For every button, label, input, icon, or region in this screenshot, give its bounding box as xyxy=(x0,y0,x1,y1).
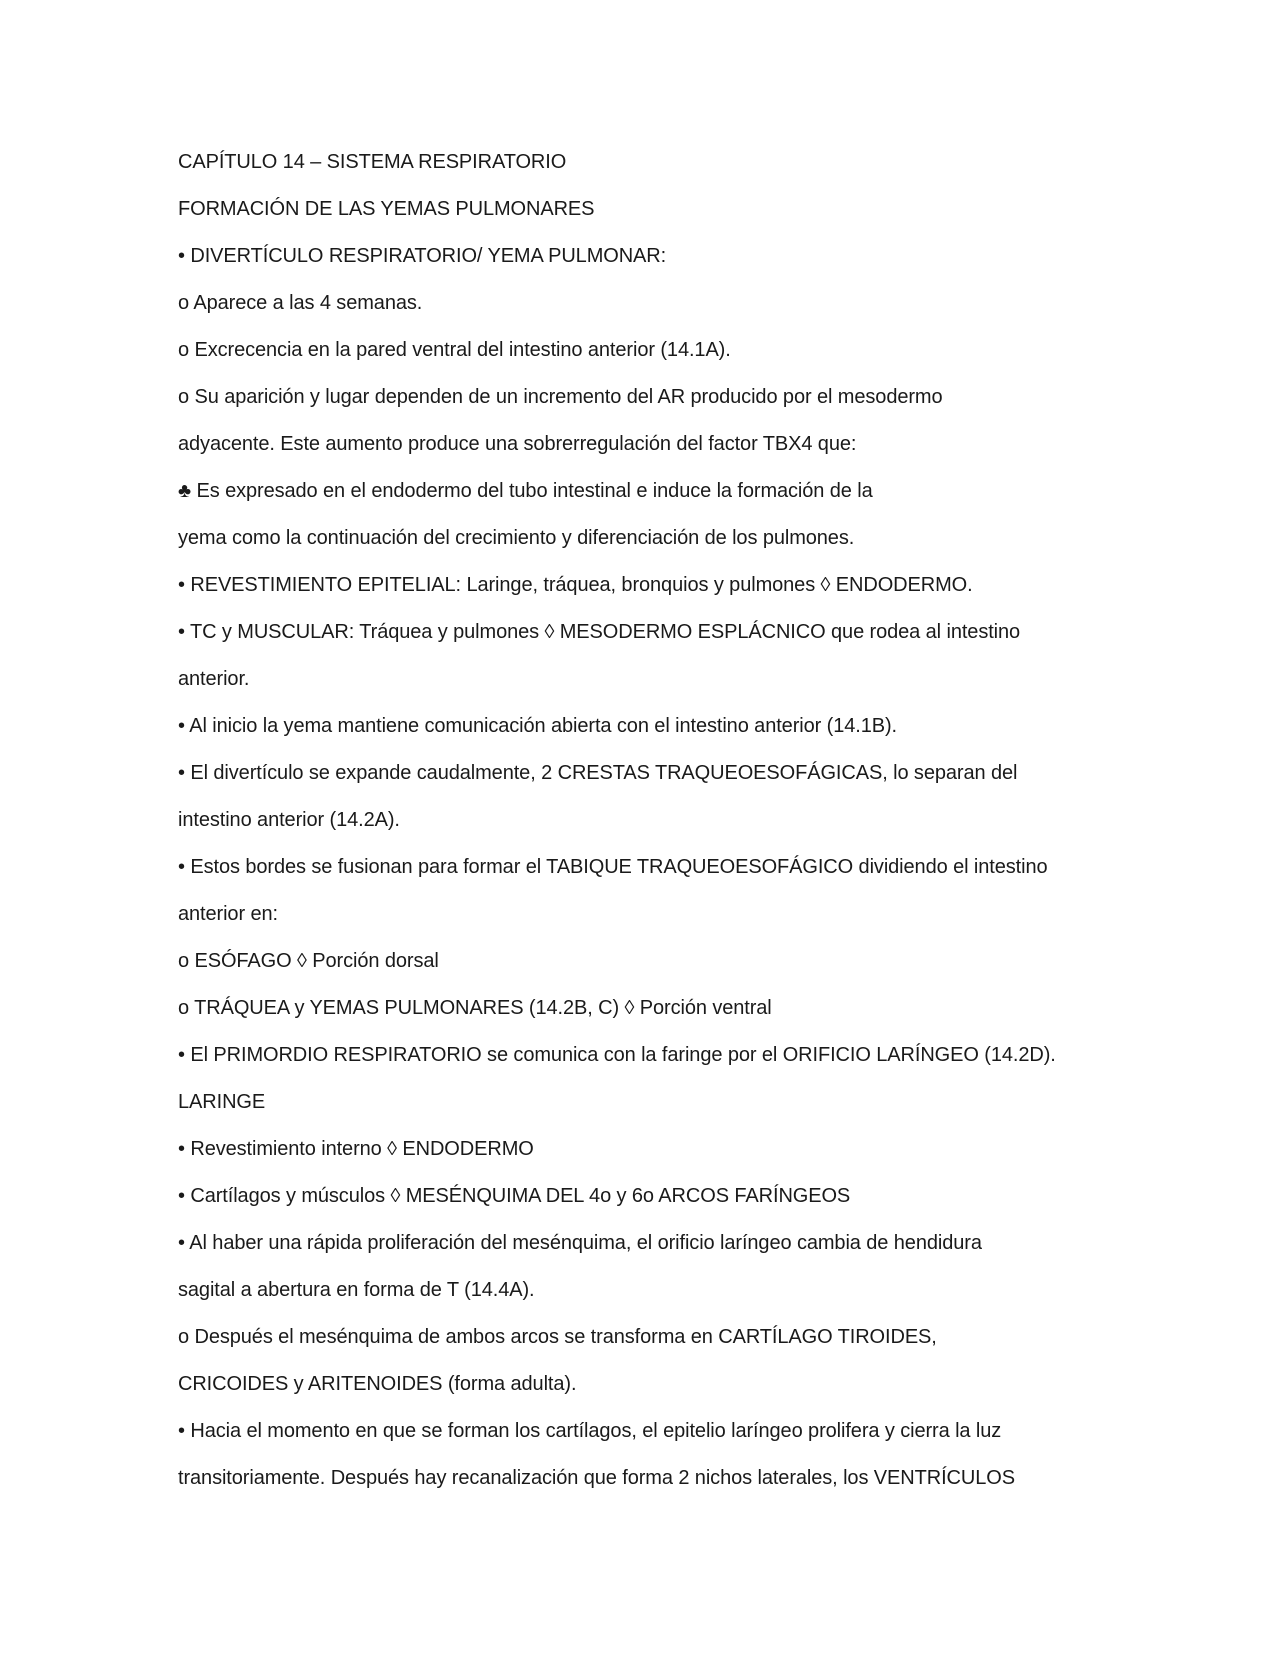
section-heading: FORMACIÓN DE LAS YEMAS PULMONARES xyxy=(178,198,595,220)
document-body xyxy=(178,147,1098,1510)
text-line: ♣ Es expresado en el endodermo del tubo intestinal e induce la formación de la xyxy=(178,480,873,502)
text-line: o Aparece a las 4 semanas. xyxy=(178,292,423,314)
text-line: • El PRIMORDIO RESPIRATORIO se comunica con la faringe por el ORIFICIO LARÍNGEO (14.2D). xyxy=(178,1044,1056,1066)
text-line: anterior. xyxy=(178,668,250,690)
text-line: adyacente. Este aumento produce una sobrerregulación del factor TBX4 que: xyxy=(178,433,857,455)
text-line: o Después el mesénquima de ambos arcos se transforma en CARTÍLAGO TIROIDES, xyxy=(178,1326,937,1348)
text-line: • Revestimiento interno ◊ ENDODERMO xyxy=(178,1138,534,1160)
text-line: • Al inicio la yema mantiene comunicación abierta con el intestino anterior (14.1B). xyxy=(178,715,897,737)
text-line: • REVESTIMIENTO EPITELIAL: Laringe, tráquea, bronquios y pulmones ◊ ENDODERMO. xyxy=(178,574,973,596)
text-line: sagital a abertura en forma de T (14.4A). xyxy=(178,1279,535,1301)
text-line: CRICOIDES y ARITENOIDES (forma adulta). xyxy=(178,1373,577,1395)
text-line: o Excrecencia en la pared ventral del intestino anterior (14.1A). xyxy=(178,339,731,361)
text-line: • Estos bordes se fusionan para formar el TABIQUE TRAQUEOESOFÁGICO dividiendo el intestino xyxy=(178,856,1048,878)
text-line: • Hacia el momento en que se forman los cartílagos, el epitelio laríngeo prolifera y cierra la luz xyxy=(178,1420,1002,1442)
text-line: transitoriamente. Después hay recanalización que forma 2 nichos laterales, los VENTRÍCULOS xyxy=(178,1467,1015,1489)
text-line: intestino anterior (14.2A). xyxy=(178,809,400,831)
text-line: • TC y MUSCULAR: Tráquea y pulmones ◊ MESODERMO ESPLÁCNICO que rodea al intestino xyxy=(178,621,1021,643)
section-heading: LARINGE xyxy=(178,1091,266,1113)
text-line: o ESÓFAGO ◊ Porción dorsal xyxy=(178,950,439,972)
chapter-title: CAPÍTULO 14 – SISTEMA RESPIRATORIO xyxy=(178,151,567,173)
text-line: yema como la continuación del crecimiento y diferenciación de los pulmones. xyxy=(178,527,855,549)
text-line: o TRÁQUEA y YEMAS PULMONARES (14.2B, C) ◊ Porción ventral xyxy=(178,997,772,1019)
text-line: o Su aparición y lugar dependen de un incremento del AR producido por el mesodermo xyxy=(178,386,943,408)
text-line: • Al haber una rápida proliferación del mesénquima, el orificio laríngeo cambia de hendidura xyxy=(178,1232,982,1254)
text-line: • El divertículo se expande caudalmente, 2 CRESTAS TRAQUEOESOFÁGICAS, lo separan del xyxy=(178,762,1018,784)
text-line: • DIVERTÍCULO RESPIRATORIO/ YEMA PULMONAR: xyxy=(178,245,667,267)
text-line: • Cartílagos y músculos ◊ MESÉNQUIMA DEL 4o y 6o ARCOS FARÍNGEOS xyxy=(178,1185,851,1207)
text-line: anterior en: xyxy=(178,903,278,925)
